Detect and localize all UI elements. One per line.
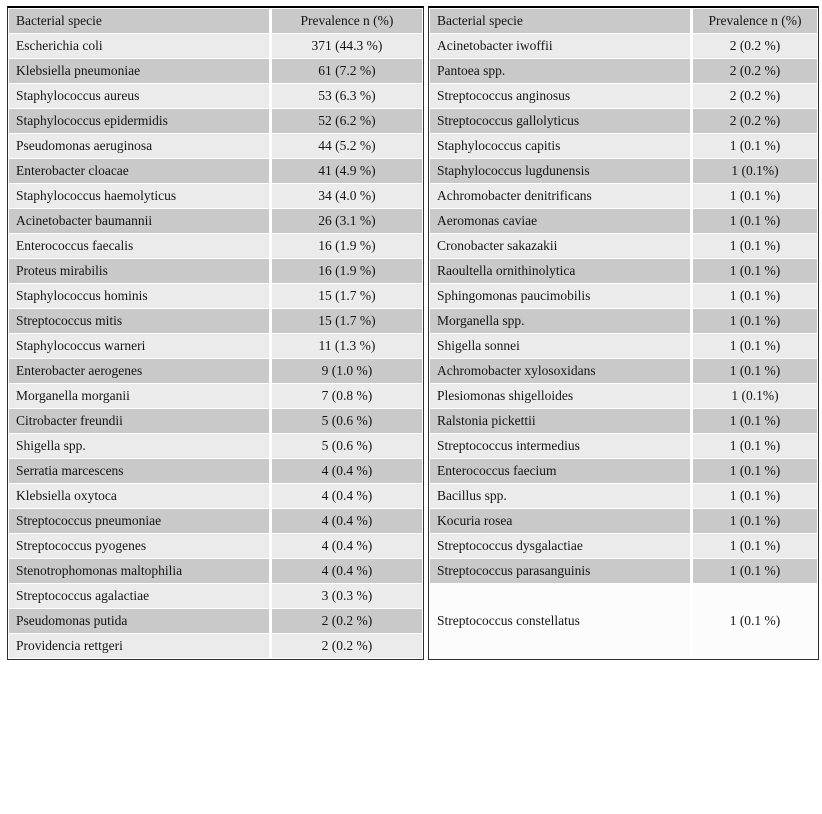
prevalence-cell: 26 (3.1 %): [270, 209, 422, 233]
table-row: [430, 434, 817, 458]
species-cell: Staphylococcus aureus: [9, 84, 269, 108]
table-row: [9, 609, 422, 633]
species-cell: Morganella spp.: [430, 309, 690, 333]
table-row: [9, 509, 422, 533]
prevalence-cell: 1 (0.1%): [691, 384, 817, 408]
prevalence-cell: 2 (0.2 %): [270, 609, 422, 633]
species-cell: Staphylococcus hominis: [9, 284, 269, 308]
species-cell: Stenotrophomonas maltophilia: [9, 559, 269, 583]
prevalence-cell: 4 (0.4 %): [270, 484, 422, 508]
table-row: [430, 334, 817, 358]
prevalence-cell: 11 (1.3 %): [270, 334, 422, 358]
prevalence-cell: 1 (0.1 %): [691, 409, 817, 433]
species-cell: Streptococcus constellatus: [430, 584, 690, 658]
species-cell: Ralstonia pickettii: [430, 409, 690, 433]
species-cell: Klebsiella pneumoniae: [9, 59, 269, 83]
prevalence-cell: 41 (4.9 %): [270, 159, 422, 183]
table-row: [9, 159, 422, 183]
table-row: [430, 134, 817, 158]
header-row: [430, 9, 817, 33]
prevalence-cell: 1 (0.1 %): [691, 134, 817, 158]
prevalence-cell: 371 (44.3 %): [270, 34, 422, 58]
species-cell: Enterococcus faecium: [430, 459, 690, 483]
prevalence-cell: 4 (0.4 %): [270, 534, 422, 558]
table-row: [9, 409, 422, 433]
prevalence-cell: 4 (0.4 %): [270, 459, 422, 483]
prevalence-cell: 1 (0.1%): [691, 159, 817, 183]
prevalence-cell: 3 (0.3 %): [270, 584, 422, 608]
table-row: [9, 434, 422, 458]
species-cell: Enterobacter aerogenes: [9, 359, 269, 383]
species-cell: Shigella spp.: [9, 434, 269, 458]
table-row: [430, 534, 817, 558]
species-cell: Raoultella ornithinolytica: [430, 259, 690, 283]
species-cell: Staphylococcus lugdunensis: [430, 159, 690, 183]
table-row: [430, 559, 817, 583]
species-cell: Streptococcus dysgalactiae: [430, 534, 690, 558]
species-cell: Enterobacter cloacae: [9, 159, 269, 183]
table-row: [9, 309, 422, 333]
prevalence-cell: 1 (0.1 %): [691, 484, 817, 508]
prevalence-cell: 1 (0.1 %): [691, 334, 817, 358]
species-cell: Escherichia coli: [9, 34, 269, 58]
table-row: [9, 84, 422, 108]
species-cell: Streptococcus pneumoniae: [9, 509, 269, 533]
prevalence-cell: 1 (0.1 %): [691, 534, 817, 558]
prevalence-cell: 4 (0.4 %): [270, 559, 422, 583]
prevalence-cell: 9 (1.0 %): [270, 359, 422, 383]
prevalence-cell: 4 (0.4 %): [270, 509, 422, 533]
species-cell: Staphylococcus epidermidis: [9, 109, 269, 133]
table-row: [430, 284, 817, 308]
species-cell: Achromobacter denitrificans: [430, 184, 690, 208]
prevalence-cell: 1 (0.1 %): [691, 259, 817, 283]
table-row: [430, 409, 817, 433]
species-cell: Achromobacter xylosoxidans: [430, 359, 690, 383]
species-cell: Streptococcus agalactiae: [9, 584, 269, 608]
prevalence-cell: 1 (0.1 %): [691, 234, 817, 258]
table-row: [9, 34, 422, 58]
species-cell: Streptococcus mitis: [9, 309, 269, 333]
species-cell: Pseudomonas aeruginosa: [9, 134, 269, 158]
species-cell: Streptococcus anginosus: [430, 84, 690, 108]
header-row: [9, 9, 422, 33]
table-row: [430, 84, 817, 108]
table-row: [430, 484, 817, 508]
species-cell: Shigella sonnei: [430, 334, 690, 358]
table-row: [430, 209, 817, 233]
species-cell: Plesiomonas shigelloides: [430, 384, 690, 408]
prevalence-cell: 53 (6.3 %): [270, 84, 422, 108]
table-row: [430, 584, 817, 658]
prevalence-cell: 1 (0.1 %): [691, 509, 817, 533]
table-row: [430, 359, 817, 383]
table-row: [9, 334, 422, 358]
prevalence-cell: 2 (0.2 %): [691, 84, 817, 108]
species-cell: Sphingomonas paucimobilis: [430, 284, 690, 308]
species-header: Bacterial specie: [430, 9, 690, 33]
prevalence-cell: 2 (0.2 %): [691, 34, 817, 58]
species-cell: Klebsiella oxytoca: [9, 484, 269, 508]
prevalence-cell: 1 (0.1 %): [691, 434, 817, 458]
species-cell: Enterococcus faecalis: [9, 234, 269, 258]
table-row: [9, 209, 422, 233]
table-row: [430, 234, 817, 258]
table-row: [9, 584, 422, 608]
species-cell: Serratia marcescens: [9, 459, 269, 483]
prevalence-cell: 1 (0.1 %): [691, 459, 817, 483]
species-cell: Staphylococcus capitis: [430, 134, 690, 158]
prevalence-cell: 16 (1.9 %): [270, 259, 422, 283]
prevalence-cell: 15 (1.7 %): [270, 309, 422, 333]
prevalence-cell: 1 (0.1 %): [691, 184, 817, 208]
table-row: [9, 259, 422, 283]
prevalence-cell: 2 (0.2 %): [691, 109, 817, 133]
species-cell: Providencia rettgeri: [9, 634, 269, 658]
prevalence-cell: 1 (0.1 %): [691, 209, 817, 233]
table-row: [9, 234, 422, 258]
table-row: [9, 284, 422, 308]
table-row: [9, 459, 422, 483]
species-header: Bacterial specie: [9, 9, 269, 33]
prevalence-cell: 1 (0.1 %): [691, 559, 817, 583]
left-table: [7, 6, 424, 660]
prevalence-cell: 44 (5.2 %): [270, 134, 422, 158]
right-table: [428, 6, 819, 660]
table-row: [430, 159, 817, 183]
species-cell: Streptococcus pyogenes: [9, 534, 269, 558]
species-cell: Bacillus spp.: [430, 484, 690, 508]
table-row: [430, 259, 817, 283]
table-row: [9, 184, 422, 208]
species-cell: Staphylococcus warneri: [9, 334, 269, 358]
prevalence-cell: 1 (0.1 %): [691, 359, 817, 383]
table-row: [430, 34, 817, 58]
prevalence-cell: 5 (0.6 %): [270, 434, 422, 458]
table-row: [430, 59, 817, 83]
table-row: [9, 634, 422, 658]
species-cell: Streptococcus intermedius: [430, 434, 690, 458]
species-cell: Staphylococcus haemolyticus: [9, 184, 269, 208]
species-cell: Cronobacter sakazakii: [430, 234, 690, 258]
table-row: [9, 534, 422, 558]
species-cell: Citrobacter freundii: [9, 409, 269, 433]
species-cell: Aeromonas caviae: [430, 209, 690, 233]
prevalence-cell: 16 (1.9 %): [270, 234, 422, 258]
table-row: [9, 384, 422, 408]
prevalence-cell: 15 (1.7 %): [270, 284, 422, 308]
prevalence-cell: 2 (0.2 %): [691, 59, 817, 83]
table-row: [430, 509, 817, 533]
species-cell: Morganella morganii: [9, 384, 269, 408]
species-cell: Kocuria rosea: [430, 509, 690, 533]
prevalence-header: Prevalence n (%): [691, 9, 817, 33]
table-row: [9, 109, 422, 133]
prevalence-cell: 1 (0.1 %): [691, 309, 817, 333]
species-cell: Streptococcus gallolyticus: [430, 109, 690, 133]
prevalence-cell: 34 (4.0 %): [270, 184, 422, 208]
table-row: [430, 184, 817, 208]
table-row: [9, 484, 422, 508]
prevalence-cell: 61 (7.2 %): [270, 59, 422, 83]
species-cell: Proteus mirabilis: [9, 259, 269, 283]
species-cell: Pseudomonas putida: [9, 609, 269, 633]
species-cell: Streptococcus parasanguinis: [430, 559, 690, 583]
prevalence-cell: 5 (0.6 %): [270, 409, 422, 433]
prevalence-cell: 7 (0.8 %): [270, 384, 422, 408]
table-row: [430, 459, 817, 483]
prevalence-cell: 2 (0.2 %): [270, 634, 422, 658]
table-row: [9, 134, 422, 158]
table-row: [9, 59, 422, 83]
prevalence-cell: 1 (0.1 %): [691, 584, 817, 658]
table-row: [9, 559, 422, 583]
species-cell: Acinetobacter baumannii: [9, 209, 269, 233]
table-row: [9, 359, 422, 383]
table-row: [430, 109, 817, 133]
prevalence-cell: 1 (0.1 %): [691, 284, 817, 308]
table-row: [430, 309, 817, 333]
prevalence-header: Prevalence n (%): [270, 9, 422, 33]
species-cell: Acinetobacter iwoffii: [430, 34, 690, 58]
prevalence-cell: 52 (6.2 %): [270, 109, 422, 133]
table-row: [430, 384, 817, 408]
species-cell: Pantoea spp.: [430, 59, 690, 83]
